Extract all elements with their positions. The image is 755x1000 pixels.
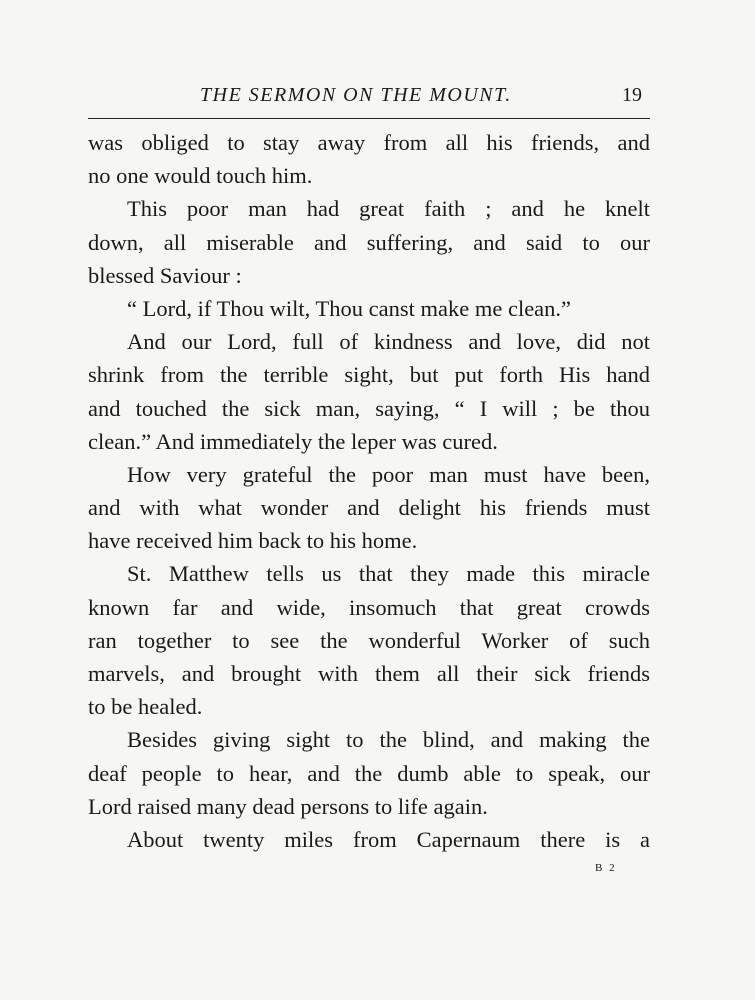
text-line: shrink from the terrible sight, but put forth His hand xyxy=(88,362,650,388)
page-number: 19 xyxy=(622,84,642,106)
header-rule xyxy=(88,118,650,119)
text-line: ran together to see the wonderful Worker of such xyxy=(88,627,650,653)
signature-mark: B 2 xyxy=(595,862,617,874)
text-line: Lord raised many dead persons to life again. xyxy=(88,793,488,819)
text-line: marvels, and brought with them all their sick friends xyxy=(88,661,650,686)
text-line: Besides giving sight to the blind, and making the xyxy=(127,727,650,753)
body-text xyxy=(88,126,650,856)
text-line: was obliged to stay away from all his friends, and xyxy=(88,130,650,155)
text-line: have received him back to his home. xyxy=(88,528,418,554)
text-line: blessed Saviour : xyxy=(88,262,242,288)
text-line: no one would touch him. xyxy=(88,163,313,189)
text-line: “ Lord, if Thou wilt, Thou canst make me clean.” xyxy=(127,295,572,321)
text-line: How very grateful the poor man must have been, xyxy=(127,461,650,487)
running-head xyxy=(88,84,650,112)
text-line: About twenty miles from Capernaum there is a xyxy=(127,826,650,852)
text-line: and touched the sick man, saying, “ I will ; be thou xyxy=(88,395,650,421)
text-line: and with what wonder and delight his friends must xyxy=(88,495,650,521)
text-line: And our Lord, full of kindness and love, did not xyxy=(127,329,650,355)
text-line: St. Matthew tells us that they made this miracle xyxy=(127,561,650,587)
text-line: This poor man had great faith ; and he knelt xyxy=(127,196,650,222)
text-line: to be healed. xyxy=(88,694,203,720)
text-line: deaf people to hear, and the dumb able to speak, our xyxy=(88,760,650,786)
text-line: known far and wide, insomuch that great crowds xyxy=(88,594,650,620)
running-head-title: THE SERMON ON THE MOUNT. xyxy=(200,84,512,106)
text-line: down, all miserable and suffering, and said to our xyxy=(88,229,650,255)
text-line: clean.” And immediately the leper was cured. xyxy=(88,428,498,454)
